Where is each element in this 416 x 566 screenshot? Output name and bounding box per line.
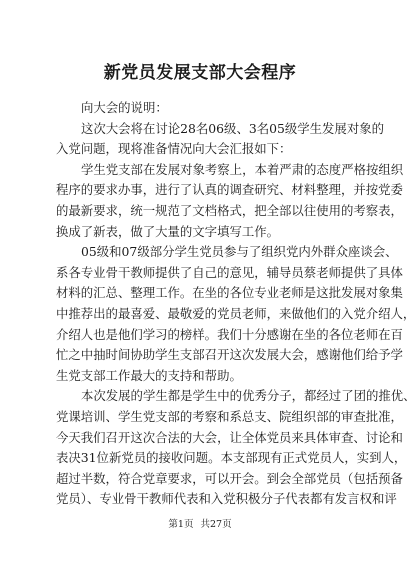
text-line: 换成了新表，做了大量的文字填写工作。: [56, 223, 280, 239]
text-line: 入党问题，现将准备情况向大会汇报如下：: [56, 141, 292, 157]
document-title: 新党员发展支部大会程序: [103, 63, 297, 83]
text-line: 材料的汇总、整理工作。在坐的各位专业老师是这批发展对象集: [56, 285, 403, 301]
text-line: 今天我们召开这次合法的大会，让全体党员来具体审查、讨论和: [56, 429, 403, 445]
text-line: 的最新要求，统一规范了文档格式，把全部以往使用的考察表，: [56, 202, 403, 218]
text-line: 系各专业骨干教师提供了自己的意见，辅导员蔡老师提供了具体: [56, 264, 403, 280]
text-line: 程序的要求办事，进行了认真的调查研究、材料整理，并按党委: [56, 182, 403, 198]
page-total: 共27页: [200, 519, 232, 530]
text-line: 表决31位新党员的接收问题。本支部现有正式党员人，实到人，: [56, 450, 407, 466]
text-line: 生党支部工作最大的支持和帮助。: [56, 367, 242, 383]
text-line: 超过半数，符合党章要求，可以开会。到会全部党员（包括预备: [56, 470, 403, 486]
text-line: 介绍人也是他们学习的榜样。我们十分感谢在坐的各位老师在百: [56, 326, 403, 342]
text-line: 中推荐出的最喜爱、最敬爱的党员老师，来做他们的入党介绍人，: [56, 305, 416, 321]
text-line: 学生党支部在发展对象考察上，本着严肃的态度严格按组织: [81, 161, 404, 177]
text-line: 05级和07级部分学生党员参与了组织党内外群众座谈会、: [81, 244, 398, 260]
text-line: 党课培训、学生党支部的考察和系总支、院组织部的审查批准，: [56, 408, 403, 424]
text-line: 党员）、专业骨干教师代表和入党积极分子代表都有发言权和评: [56, 491, 397, 507]
text-line: 向大会的说明：: [81, 100, 168, 115]
text-line: 这次大会将在讨论28名06级、3名05级学生发展对象的: [81, 120, 384, 136]
page-footer: [0, 519, 400, 531]
page-number: 第1页: [168, 519, 194, 530]
text-line: 忙之中抽时间协助学生支部召开这次发展大会，感谢他们给予学: [56, 347, 403, 363]
document-body: [56, 98, 416, 510]
text-line: 本次发展的学生都是学生中的优秀分子，都经过了团的推优、: [81, 388, 416, 404]
